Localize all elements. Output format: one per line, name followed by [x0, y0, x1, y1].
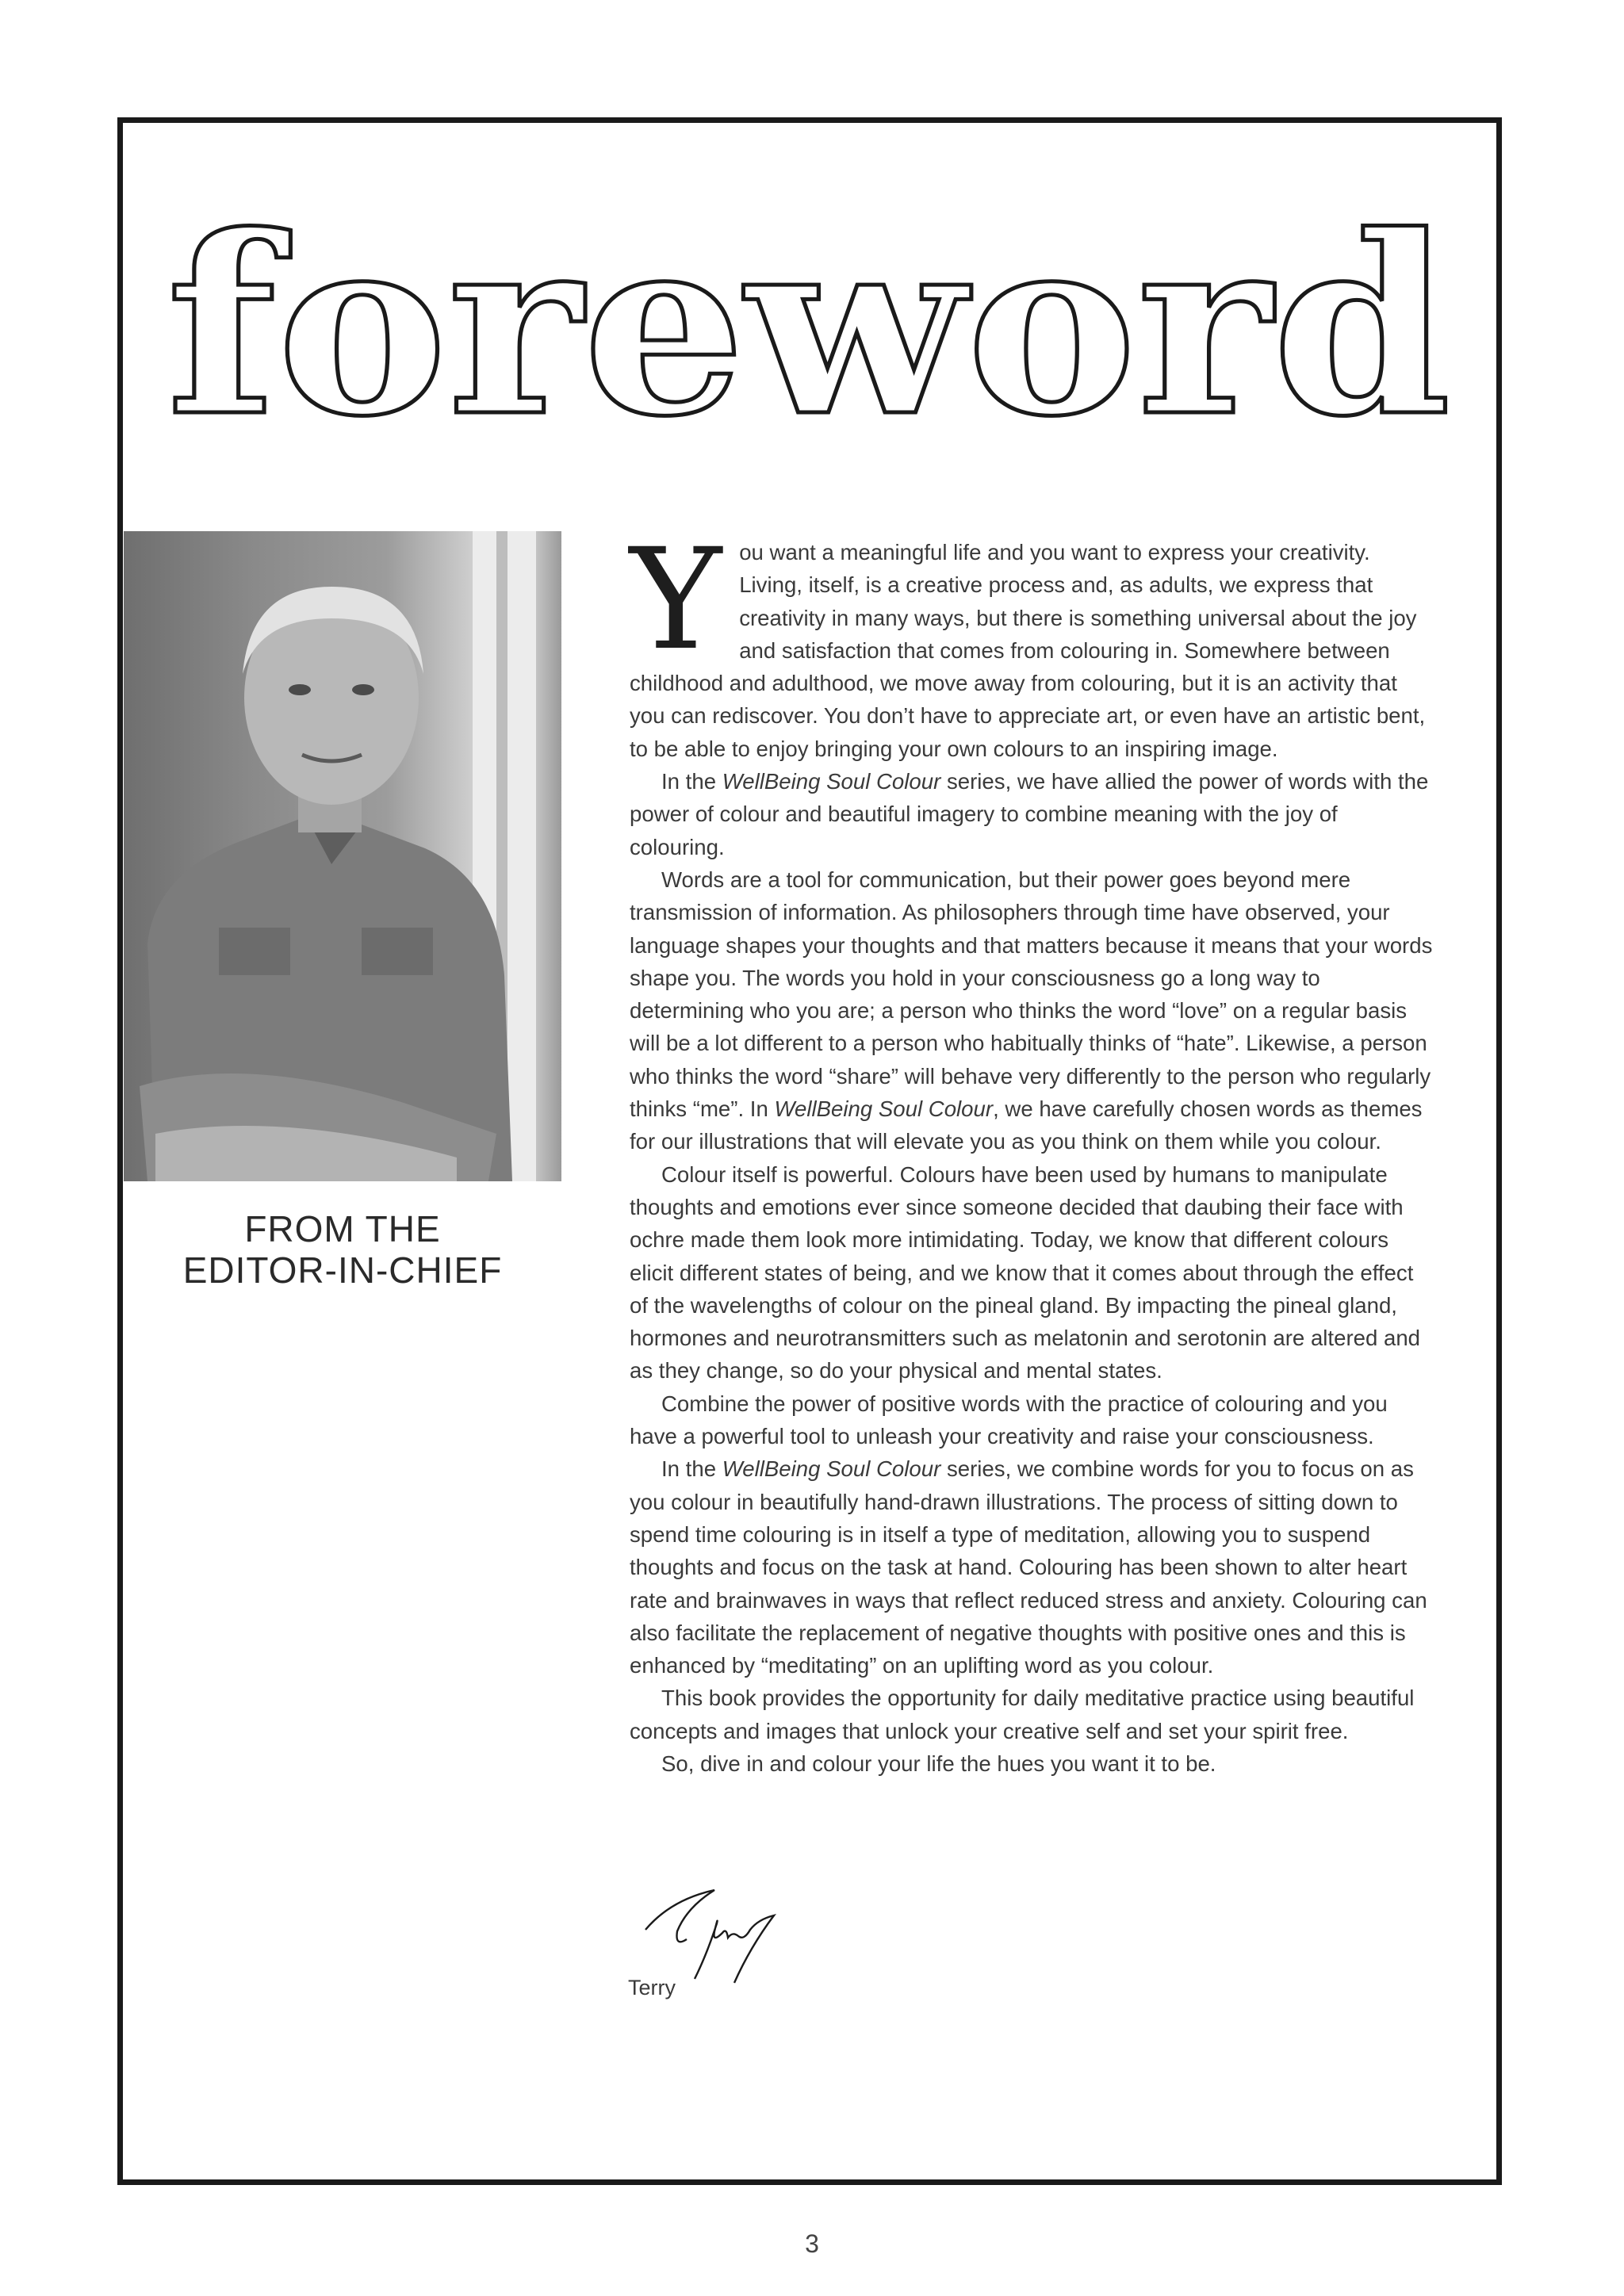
paragraph-6-text-a: In the	[661, 1456, 722, 1482]
series-title: WellBeing Soul Colour	[774, 1096, 994, 1122]
foreword-body	[630, 519, 1437, 1780]
paragraph-7: This book provides the opportunity for daily meditative practice using beautiful concepts and images that unlock your creative self and set your spirit free.	[630, 1686, 1415, 1743]
paragraph-3-text-b: , we have carefully chosen words as themes for our illustrations that will elevate you as you think on them while you colour.	[630, 1096, 1423, 1154]
editor-portrait-photo	[124, 531, 561, 1181]
paragraph-1-text: ou want a meaningful life and you want to express your creativity. Living, itself, is a creative process and, as adults, we express that creativity in many ways, but there is something universal about the joy and satisfaction that comes from colouring in. Somewhere between childhood and adulthood, we move away from colouring, but it is an activity that you can rediscover. You don’t have to appreciate art, or even have an artistic bent, to be able to enjoy bringing your own colours to an inspiring image.	[630, 540, 1426, 761]
paragraph-8: So, dive in and colour your life the hues you want it to be.	[661, 1751, 1216, 1776]
page-number: 3	[805, 2229, 819, 2258]
signer-name: Terry	[628, 1976, 676, 1999]
series-title: WellBeing Soul Colour	[722, 1456, 941, 1482]
editor-label-line-2: EDITOR-IN-CHIEF	[182, 1249, 503, 1291]
drop-cap: Y	[630, 519, 722, 681]
foreword-title	[159, 182, 1459, 452]
signature-icon	[639, 1884, 798, 1987]
paragraph-3-text-a: Words are a tool for communication, but their power goes beyond mere transmission of information. As philosophers through time have observed, your language shapes your thoughts and that matters because it means that your words shape you. The words you hold in your consciousness go a long way to determining who you are; a person who thinks the word “love” on a regular basis will be a lot different to a person who habitually thinks of “hate”. Likewise, a person who thinks the word “share” will behave very differently to the person who regularly thinks “me”. In	[630, 867, 1433, 1122]
paragraph-3	[630, 863, 1437, 1158]
paragraph-4: Colour itself is powerful. Colours have been used by humans to manipulate thoughts and emotions ever since someone decided that daubing their face with ochre made them look more intimidating. Today, we know that different colours elicit different states of being, and we know that it comes about through the effect of the wavelengths of colour on the pineal gland. By impacting the pineal gland, hormones and neurotransmitters such as melatonin and serotonin are altered and as they change, so do your physical and mental states.	[630, 1161, 1421, 1383]
paragraph-6	[630, 1452, 1437, 1682]
editor-in-chief-label	[124, 1208, 561, 1291]
foreword-title-text: foreword	[167, 182, 1451, 452]
paragraph-2-text-a: In the	[661, 769, 722, 794]
paragraph-1	[630, 519, 1437, 765]
paragraph-5: Combine the power of positive words with the practice of colouring and you have a powerful tool to unleash your creativity and raise your consciousness.	[630, 1391, 1388, 1449]
series-title: WellBeing Soul Colour	[722, 769, 941, 794]
paragraph-2	[630, 765, 1437, 863]
paragraph-2-text-b: series, we have allied the power of words with the power of colour and beautiful imagery to combine meaning with the joy of colouring.	[630, 769, 1429, 859]
editor-label-line-1: FROM THE	[244, 1208, 441, 1249]
paragraph-6-text-b: series, we combine words for you to focus on as you colour in beautifully hand-drawn illustrations. The process of sitting down to spend time colouring is in itself a type of meditation, allowing you to suspend thoughts and focus on the task at hand. Colouring has been shown to alter heart rate and brainwaves in ways that reflect reduced stress and anxiety. Colouring can also facilitate the replacement of negative thoughts with positive ones and this is enhanced by “meditating” on an uplifting word as you colour.	[630, 1456, 1427, 1678]
